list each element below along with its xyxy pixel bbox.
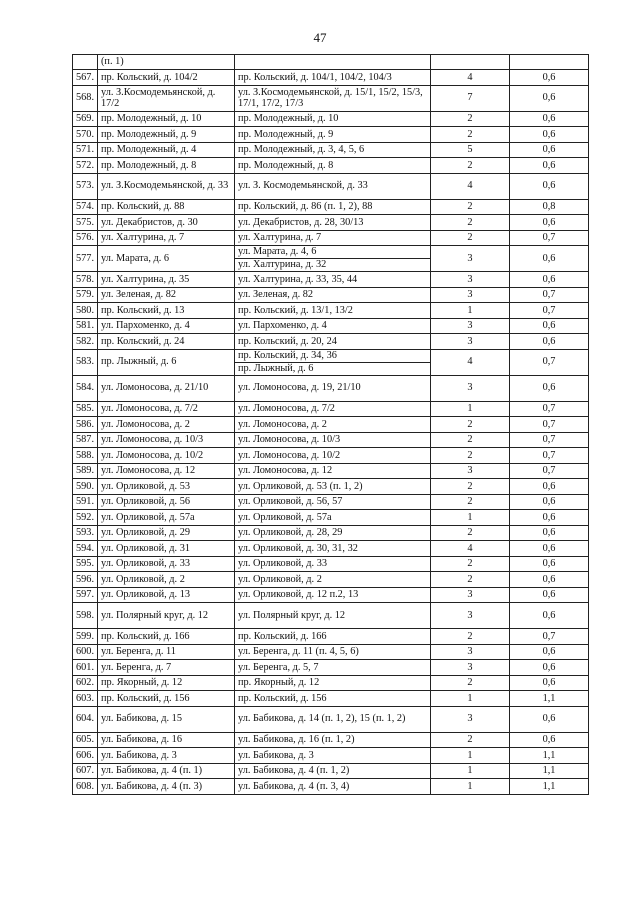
row-number: 586. — [73, 417, 98, 433]
row-address: ул. Беренга, д. 7 — [98, 660, 235, 676]
row-buildings: ул. З. Космодемьянской, д. 33 — [235, 173, 431, 199]
row-address: ул. Беренга, д. 11 — [98, 644, 235, 660]
row-address: ул. Марата, д. 6 — [98, 246, 235, 272]
table-row — [73, 215, 589, 231]
row-count: 2 — [431, 230, 510, 246]
row-buildings: пр. Молодежный, д. 3, 4, 5, 6 — [235, 142, 431, 158]
row-buildings: пр. Кольский, д. 166 — [235, 629, 431, 645]
row-number: 589. — [73, 463, 98, 479]
row-value: 0,6 — [510, 603, 589, 629]
row-address: пр. Молодежный, д. 8 — [98, 158, 235, 174]
row-count: 1 — [431, 748, 510, 764]
row-value: 0,6 — [510, 494, 589, 510]
row-address: пр. Кольский, д. 166 — [98, 629, 235, 645]
row-count: 1 — [431, 779, 510, 795]
row-count: 3 — [431, 375, 510, 401]
row-number: 581. — [73, 318, 98, 334]
row-address: ул. Орликовой, д. 56 — [98, 494, 235, 510]
row-buildings: ул. Беренга, д. 5, 7 — [235, 660, 431, 676]
table-row — [73, 706, 589, 732]
row-address: ул. Орликовой, д. 53 — [98, 479, 235, 495]
row-count: 2 — [431, 479, 510, 495]
row-buildings: пр. Молодежный, д. 10 — [235, 111, 431, 127]
address-table — [72, 54, 589, 795]
row-number: 570. — [73, 127, 98, 143]
table-row — [73, 779, 589, 795]
table-row — [73, 142, 589, 158]
row-buildings: ул. Ломоносова, д. 10/3 — [235, 432, 431, 448]
row-buildings: ул. Бабикова, д. 3 — [235, 748, 431, 764]
row-value: 0,7 — [510, 448, 589, 464]
row-number: 596. — [73, 572, 98, 588]
row-address: пр. Кольский, д. 156 — [98, 691, 235, 707]
row-address: пр. Кольский, д. 13 — [98, 303, 235, 319]
table-row — [73, 349, 589, 362]
row-buildings: пр. Молодежный, д. 9 — [235, 127, 431, 143]
table-row — [73, 70, 589, 86]
row-address: пр. Лыжный, д. 6 — [98, 349, 235, 375]
row-value: 1,1 — [510, 763, 589, 779]
row-count: 2 — [431, 432, 510, 448]
row-count: 7 — [431, 85, 510, 111]
table-row — [73, 375, 589, 401]
row-buildings: пр. Лыжный, д. 6 — [235, 362, 431, 375]
row-number: 593. — [73, 525, 98, 541]
row-buildings: ул. Бабикова, д. 4 (п. 3, 4) — [235, 779, 431, 795]
row-address: пр. Молодежный, д. 4 — [98, 142, 235, 158]
row-value: 0,7 — [510, 432, 589, 448]
row-buildings: ул. Орликовой, д. 30, 31, 32 — [235, 541, 431, 557]
table-row — [73, 510, 589, 526]
row-value: 1,1 — [510, 691, 589, 707]
row-buildings: ул. Халтурина, д. 33, 35, 44 — [235, 272, 431, 288]
row-number: 599. — [73, 629, 98, 645]
row-count: 3 — [431, 603, 510, 629]
row-address: пр. Якорный, д. 12 — [98, 675, 235, 691]
row-address: пр. Молодежный, д. 10 — [98, 111, 235, 127]
row-address: ул. Орликовой, д. 31 — [98, 541, 235, 557]
row-count: 3 — [431, 463, 510, 479]
table-row — [73, 199, 589, 215]
row-number: 585. — [73, 401, 98, 417]
row-value: 0,7 — [510, 463, 589, 479]
row-address: ул. Орликовой, д. 33 — [98, 556, 235, 572]
row-buildings: ул. Орликовой, д. 56, 57 — [235, 494, 431, 510]
row-number: 594. — [73, 541, 98, 557]
row-value: 0,6 — [510, 660, 589, 676]
row-address: ул. Ломоносова, д. 10/2 — [98, 448, 235, 464]
row-address: ул. Бабикова, д. 15 — [98, 706, 235, 732]
row-value: 0,7 — [510, 349, 589, 375]
row-number: 604. — [73, 706, 98, 732]
row-number: 568. — [73, 85, 98, 111]
row-value: 0,6 — [510, 158, 589, 174]
row-value: 0,6 — [510, 644, 589, 660]
row-address: ул. Зеленая, д. 82 — [98, 287, 235, 303]
row-count: 2 — [431, 158, 510, 174]
table-row — [73, 556, 589, 572]
row-number: 601. — [73, 660, 98, 676]
row-value: 0,6 — [510, 127, 589, 143]
row-address: пр. Кольский, д. 104/2 — [98, 70, 235, 86]
row-number: 608. — [73, 779, 98, 795]
row-value: 0,7 — [510, 401, 589, 417]
row-number: 591. — [73, 494, 98, 510]
row-number: 571. — [73, 142, 98, 158]
row-count: 2 — [431, 448, 510, 464]
row-count: 1 — [431, 763, 510, 779]
row-count: 1 — [431, 401, 510, 417]
row-number: 595. — [73, 556, 98, 572]
row-value: 0,6 — [510, 318, 589, 334]
row-number: 574. — [73, 199, 98, 215]
row-buildings: ул. Орликовой, д. 53 (п. 1, 2) — [235, 479, 431, 495]
row-number: 567. — [73, 70, 98, 86]
row-value: 0,6 — [510, 541, 589, 557]
row-address: ул. Орликовой, д. 29 — [98, 525, 235, 541]
row-count: 1 — [431, 303, 510, 319]
row-count: 2 — [431, 732, 510, 748]
row-count: 3 — [431, 706, 510, 732]
row-count: 3 — [431, 246, 510, 272]
row-number: 600. — [73, 644, 98, 660]
row-number: 580. — [73, 303, 98, 319]
row-count: 3 — [431, 318, 510, 334]
row-value: 0,7 — [510, 303, 589, 319]
row-count: 2 — [431, 525, 510, 541]
row-address: (п. 1) — [98, 55, 235, 70]
row-count: 3 — [431, 287, 510, 303]
row-buildings: пр. Молодежный, д. 8 — [235, 158, 431, 174]
row-count: 2 — [431, 199, 510, 215]
row-buildings: пр. Кольский, д. 86 (п. 1, 2), 88 — [235, 199, 431, 215]
row-number: 578. — [73, 272, 98, 288]
row-value: 1,1 — [510, 779, 589, 795]
table-row — [73, 272, 589, 288]
table-row — [73, 318, 589, 334]
row-count: 4 — [431, 349, 510, 375]
row-address: ул. Орликовой, д. 57а — [98, 510, 235, 526]
row-value: 0,6 — [510, 246, 589, 272]
row-value: 0,6 — [510, 111, 589, 127]
table-row — [73, 303, 589, 319]
row-address: ул. Бабикова, д. 3 — [98, 748, 235, 764]
row-count: 2 — [431, 629, 510, 645]
row-buildings: ул. Орликовой, д. 57а — [235, 510, 431, 526]
row-count: 2 — [431, 111, 510, 127]
table-row — [73, 732, 589, 748]
row-buildings: ул. Бабикова, д. 16 (п. 1, 2) — [235, 732, 431, 748]
row-value: 0,6 — [510, 525, 589, 541]
row-number: 576. — [73, 230, 98, 246]
row-count: 1 — [431, 510, 510, 526]
row-address: ул. З.Космодемьянской, д. 17/2 — [98, 85, 235, 111]
row-count: 2 — [431, 556, 510, 572]
row-address: ул. Халтурина, д. 35 — [98, 272, 235, 288]
row-number: 588. — [73, 448, 98, 464]
row-count — [431, 55, 510, 70]
table-row — [73, 763, 589, 779]
row-buildings: ул. Ломоносова, д. 7/2 — [235, 401, 431, 417]
row-buildings: ул. Орликовой, д. 33 — [235, 556, 431, 572]
row-number: 572. — [73, 158, 98, 174]
row-count: 1 — [431, 691, 510, 707]
row-buildings: ул. Халтурина, д. 32 — [235, 259, 431, 272]
row-number: 607. — [73, 763, 98, 779]
table-row — [73, 401, 589, 417]
row-number: 598. — [73, 603, 98, 629]
row-value: 0,6 — [510, 675, 589, 691]
table-row — [73, 127, 589, 143]
table-row — [73, 463, 589, 479]
row-buildings: ул. Пархоменко, д. 4 — [235, 318, 431, 334]
row-value: 0,6 — [510, 587, 589, 603]
table-row — [73, 334, 589, 350]
row-buildings: ул. Орликовой, д. 12 п.2, 13 — [235, 587, 431, 603]
row-number: 606. — [73, 748, 98, 764]
row-buildings: ул. З.Космодемьянской, д. 15/1, 15/2, 15/3, 17/1, 17/2, 17/3 — [235, 85, 431, 111]
row-value: 0,6 — [510, 272, 589, 288]
row-buildings: пр. Кольский, д. 156 — [235, 691, 431, 707]
row-number: 605. — [73, 732, 98, 748]
row-value: 0,6 — [510, 142, 589, 158]
row-buildings: пр. Якорный, д. 12 — [235, 675, 431, 691]
row-buildings: пр. Кольский, д. 34, 36 — [235, 349, 431, 362]
table-row — [73, 644, 589, 660]
row-buildings: ул. Ломоносова, д. 19, 21/10 — [235, 375, 431, 401]
table-row — [73, 691, 589, 707]
row-number: 582. — [73, 334, 98, 350]
row-value: 0,7 — [510, 287, 589, 303]
table-row — [73, 432, 589, 448]
row-number: 603. — [73, 691, 98, 707]
row-address: ул. Ломоносова, д. 12 — [98, 463, 235, 479]
row-number: 592. — [73, 510, 98, 526]
row-buildings: ул. Орликовой, д. 28, 29 — [235, 525, 431, 541]
row-value: 0,6 — [510, 706, 589, 732]
row-number: 569. — [73, 111, 98, 127]
table-row — [73, 111, 589, 127]
row-count: 5 — [431, 142, 510, 158]
row-value: 0,7 — [510, 417, 589, 433]
row-buildings: ул. Бабикова, д. 4 (п. 1, 2) — [235, 763, 431, 779]
table-row — [73, 158, 589, 174]
row-number: 575. — [73, 215, 98, 231]
row-address: ул. Ломоносова, д. 2 — [98, 417, 235, 433]
row-address: ул. Бабикова, д. 4 (п. 3) — [98, 779, 235, 795]
row-count: 2 — [431, 494, 510, 510]
row-number: 583. — [73, 349, 98, 375]
row-value: 0,6 — [510, 334, 589, 350]
row-value: 0,6 — [510, 572, 589, 588]
row-count: 3 — [431, 644, 510, 660]
row-buildings: ул. Декабристов, д. 28, 30/13 — [235, 215, 431, 231]
row-address: ул. Ломоносова, д. 10/3 — [98, 432, 235, 448]
table-row — [73, 675, 589, 691]
row-count: 2 — [431, 417, 510, 433]
row-buildings: пр. Кольский, д. 13/1, 13/2 — [235, 303, 431, 319]
table-row — [73, 417, 589, 433]
row-count: 2 — [431, 675, 510, 691]
row-buildings: ул. Орликовой, д. 2 — [235, 572, 431, 588]
row-value: 1,1 — [510, 748, 589, 764]
row-value: 0,6 — [510, 85, 589, 111]
row-count: 2 — [431, 215, 510, 231]
row-buildings: ул. Ломоносова, д. 2 — [235, 417, 431, 433]
row-count: 4 — [431, 173, 510, 199]
row-buildings: ул. Марата, д. 4, 6 — [235, 246, 431, 259]
row-value: 0,6 — [510, 70, 589, 86]
row-address: ул. Бабикова, д. 16 — [98, 732, 235, 748]
table-row — [73, 629, 589, 645]
row-number: 584. — [73, 375, 98, 401]
row-number: 587. — [73, 432, 98, 448]
row-address: ул. Ломоносова, д. 21/10 — [98, 375, 235, 401]
row-buildings: ул. Ломоносова, д. 10/2 — [235, 448, 431, 464]
row-value: 0,6 — [510, 173, 589, 199]
row-value: 0,6 — [510, 215, 589, 231]
row-number: 579. — [73, 287, 98, 303]
table-row — [73, 246, 589, 259]
row-count: 3 — [431, 334, 510, 350]
row-address: ул. Пархоменко, д. 4 — [98, 318, 235, 334]
row-count: 2 — [431, 127, 510, 143]
row-address: ул. Декабристов, д. 30 — [98, 215, 235, 231]
row-address: ул. Орликовой, д. 2 — [98, 572, 235, 588]
row-buildings: ул. Полярный круг, д. 12 — [235, 603, 431, 629]
row-buildings: пр. Кольский, д. 104/1, 104/2, 104/3 — [235, 70, 431, 86]
row-value: 0,6 — [510, 479, 589, 495]
row-number: 590. — [73, 479, 98, 495]
table-row — [73, 525, 589, 541]
row-value: 0,6 — [510, 375, 589, 401]
row-buildings: ул. Халтурина, д. 7 — [235, 230, 431, 246]
row-buildings: ул. Бабикова, д. 14 (п. 1, 2), 15 (п. 1, 2) — [235, 706, 431, 732]
table-row — [73, 748, 589, 764]
row-value: 0,6 — [510, 732, 589, 748]
table-row — [73, 660, 589, 676]
row-address: ул. Ломоносова, д. 7/2 — [98, 401, 235, 417]
row-number — [73, 55, 98, 70]
row-value: 0,7 — [510, 629, 589, 645]
row-value: 0,8 — [510, 199, 589, 215]
row-number: 577. — [73, 246, 98, 272]
row-number: 597. — [73, 587, 98, 603]
row-buildings: ул. Беренга, д. 11 (п. 4, 5, 6) — [235, 644, 431, 660]
table-row — [73, 587, 589, 603]
row-value: 0,6 — [510, 510, 589, 526]
row-number: 602. — [73, 675, 98, 691]
table-row — [73, 85, 589, 111]
table-row — [73, 494, 589, 510]
table-row — [73, 479, 589, 495]
row-address: ул. З.Космодемьянской, д. 33 — [98, 173, 235, 199]
row-count: 3 — [431, 660, 510, 676]
table-row — [73, 287, 589, 303]
row-address: пр. Молодежный, д. 9 — [98, 127, 235, 143]
table-row-continuation — [73, 55, 589, 70]
table-row — [73, 572, 589, 588]
row-address: пр. Кольский, д. 24 — [98, 334, 235, 350]
row-buildings: ул. Зеленая, д. 82 — [235, 287, 431, 303]
table-row — [73, 173, 589, 199]
table-row — [73, 448, 589, 464]
row-value: 0,7 — [510, 230, 589, 246]
row-value — [510, 55, 589, 70]
table-row — [73, 541, 589, 557]
row-buildings — [235, 55, 431, 70]
row-count: 4 — [431, 70, 510, 86]
page-number: 47 — [313, 30, 327, 45]
row-count: 2 — [431, 572, 510, 588]
row-address: ул. Орликовой, д. 13 — [98, 587, 235, 603]
row-value: 0,6 — [510, 556, 589, 572]
row-address: пр. Кольский, д. 88 — [98, 199, 235, 215]
row-address: ул. Полярный круг, д. 12 — [98, 603, 235, 629]
row-number: 573. — [73, 173, 98, 199]
row-address: ул. Халтурина, д. 7 — [98, 230, 235, 246]
row-count: 3 — [431, 587, 510, 603]
row-buildings: ул. Ломоносова, д. 12 — [235, 463, 431, 479]
row-buildings: пр. Кольский, д. 20, 24 — [235, 334, 431, 350]
table-row — [73, 603, 589, 629]
row-count: 4 — [431, 541, 510, 557]
row-address: ул. Бабикова, д. 4 (п. 1) — [98, 763, 235, 779]
table-body — [73, 55, 589, 795]
row-count: 3 — [431, 272, 510, 288]
table-row — [73, 230, 589, 246]
